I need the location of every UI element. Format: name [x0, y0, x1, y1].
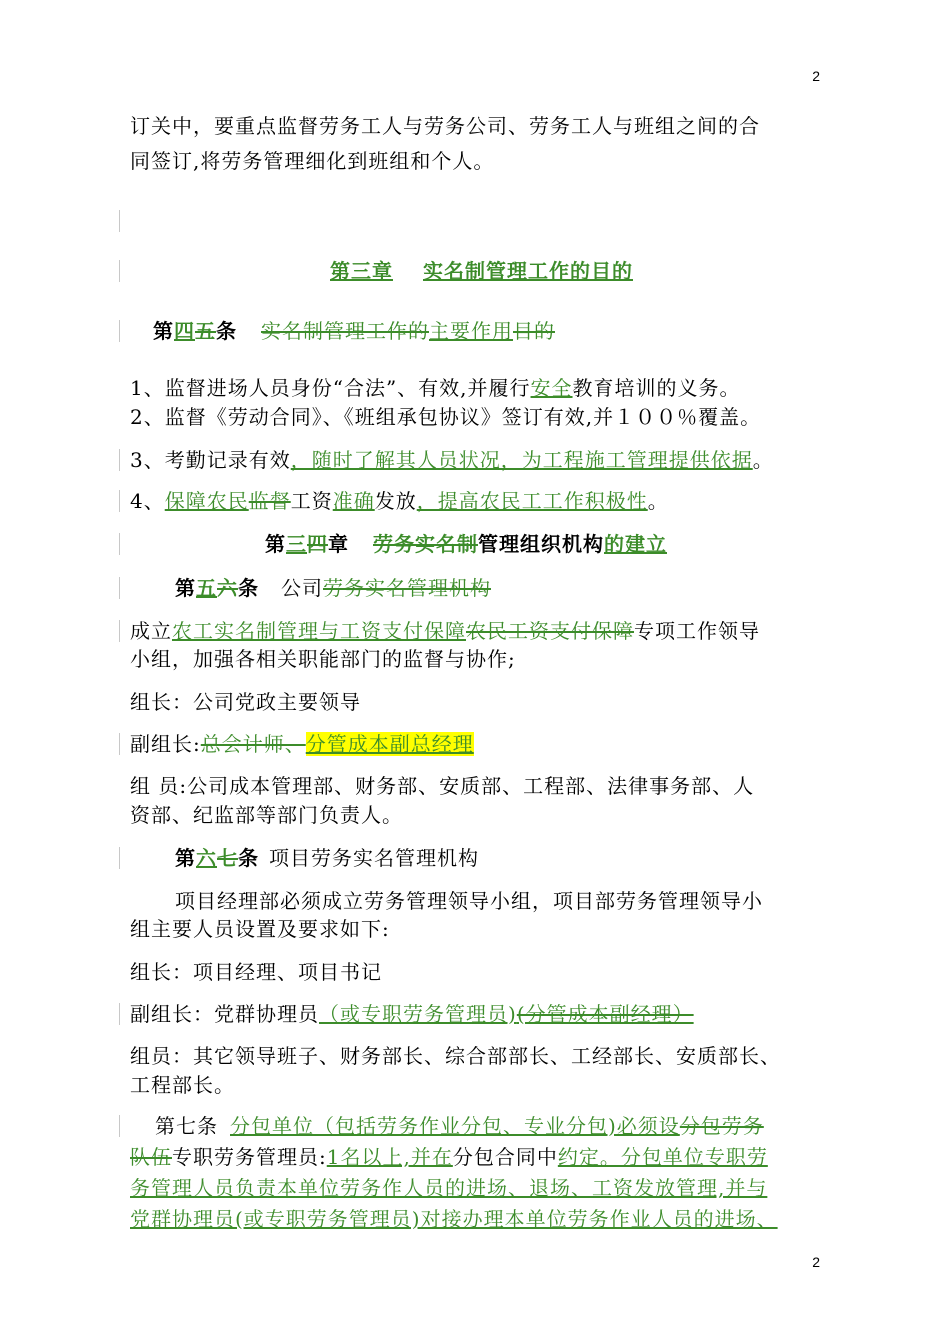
inserted-text: 农工实名制管理与工资支付保障 — [172, 619, 466, 643]
deleted-text: (分管成本副经理） — [516, 1002, 694, 1026]
text: 项目劳务实名管理机构 — [269, 846, 479, 870]
deleted-text: 六 — [217, 576, 238, 600]
text: 1、监督进场人员身份“合法”、有效,并履行 — [130, 376, 531, 400]
change-bar — [119, 1003, 120, 1025]
inserted-text: 约定。分包单位专职劳 — [557, 1145, 768, 1169]
article-heading — [175, 574, 491, 602]
inserted-text: ，提高农民工工作积极性 — [416, 489, 648, 513]
inserted-text: 1名以上,并在 — [326, 1145, 453, 1169]
list-item — [130, 487, 669, 515]
text: 订关中，要重点监督劳务工人与劳务公司、劳务工人与班组之间的合 — [130, 114, 760, 138]
paragraph-line — [130, 1174, 767, 1202]
paragraph-line — [130, 1205, 778, 1233]
text: 第七条 — [155, 1114, 218, 1138]
text: 条 — [238, 576, 259, 600]
text: 第 — [265, 532, 286, 556]
article-heading — [153, 317, 555, 345]
deleted-text: 四 — [307, 532, 328, 556]
paragraph-line — [130, 801, 403, 829]
list-item — [130, 403, 761, 431]
inserted-text: 的建立 — [604, 532, 667, 556]
text: 分包合同中 — [452, 1145, 558, 1169]
change-bar — [119, 210, 120, 232]
page-number-top: 2 — [812, 68, 820, 84]
inserted-text: 安全 — [530, 376, 573, 400]
text: 组长：公司党政主要领导 — [130, 690, 361, 714]
text: 同签订,将劳务管理细化到班组和个人。 — [130, 149, 495, 173]
paragraph-line — [130, 147, 494, 175]
text: 发放 — [374, 489, 417, 513]
inserted-text: 党群协理员(或专职劳务管理员)对接办理本单位劳务作业人员的进场、 — [130, 1207, 778, 1231]
inserted-text: 分包单位（包括劳务作业分包、专业分包)必须设 — [230, 1114, 680, 1138]
inserted-text: 准确 — [332, 489, 375, 513]
paragraph-line — [130, 112, 760, 140]
inserted-text: 六 — [196, 846, 217, 870]
paragraph-line — [130, 958, 382, 986]
text: 第 — [175, 576, 196, 600]
change-bar — [119, 577, 120, 599]
text: 第 — [153, 319, 174, 343]
change-bar — [119, 733, 120, 755]
text: 条 — [216, 319, 237, 343]
paragraph-line — [130, 617, 760, 645]
deleted-text: 目的 — [513, 319, 555, 343]
text: 组长：项目经理、项目书记 — [130, 960, 382, 984]
deleted-text: 劳务实名管理机构 — [323, 576, 491, 600]
text: 副组长：党群协理员 — [130, 1002, 319, 1026]
deleted-text: 分包劳务 — [679, 1114, 764, 1138]
deleted-text: 七 — [217, 846, 238, 870]
inserted-text: （或专职劳务管理员) — [319, 1002, 517, 1026]
text: 4、 — [130, 489, 165, 513]
text: 组员：其它领导班子、财务部长、综合部部长、工经部长、安质部长、 — [130, 1044, 781, 1068]
text: 条 — [238, 846, 259, 870]
paragraph-line — [130, 1000, 694, 1028]
chapter-heading — [265, 530, 667, 558]
change-bar — [119, 847, 120, 869]
text: 副组长: — [130, 732, 201, 756]
deleted-text: 劳务实名制 — [373, 532, 478, 556]
text: 专职劳务管理员: — [172, 1145, 327, 1169]
article-paragraph — [155, 1112, 764, 1140]
page-number-bottom: 2 — [812, 1254, 820, 1270]
paragraph-line — [130, 772, 754, 800]
text: 资部、纪监部等部门负责人。 — [130, 803, 403, 827]
text: 教育培训的义务。 — [572, 376, 741, 400]
change-bar — [119, 1115, 120, 1137]
text: 组 员:公司成本管理部、财务部、安质部、工程部、法律事务部、人 — [130, 774, 755, 798]
paragraph-line — [130, 915, 390, 943]
text: 项目经理部必须成立劳务管理领导小组，项目部劳务管理领导小 — [175, 889, 763, 913]
inserted-text: 务管理人员负责本单位劳务作人员的进场、退场、工资发放管理,并与 — [130, 1176, 768, 1200]
inserted-text: ，随时了解其人员状况，为工程施工管理提供依据 — [290, 448, 753, 472]
change-bar — [119, 490, 120, 512]
inserted-text: 五 — [196, 576, 217, 600]
deleted-text: 五 — [195, 319, 216, 343]
text: 工资 — [290, 489, 333, 513]
deleted-text: 总会计师、 — [200, 732, 306, 756]
text: 公司 — [281, 576, 323, 600]
paragraph-line — [130, 1143, 768, 1171]
paragraph-line — [130, 1042, 781, 1070]
deleted-text: 队伍 — [130, 1145, 172, 1169]
chapter-heading — [330, 257, 633, 285]
inserted-text: 主要作用 — [429, 319, 513, 343]
text: 管理组织机构 — [478, 532, 604, 556]
change-bar — [119, 320, 120, 342]
change-bar — [119, 449, 120, 471]
inserted-text: 实名制管理工作的目的 — [423, 259, 633, 283]
deleted-text: 监督 — [248, 489, 291, 513]
text: 3、考勤记录有效 — [130, 448, 291, 472]
inserted-text: 保障农民 — [164, 489, 249, 513]
change-bar — [119, 260, 120, 282]
text: 专项工作领导 — [634, 619, 760, 643]
inserted-text: 四 — [174, 319, 195, 343]
paragraph-line — [130, 730, 474, 758]
text: 工程部长。 — [130, 1073, 235, 1097]
text: 。 — [752, 448, 774, 472]
list-item — [130, 374, 741, 402]
inserted-text: 三 — [286, 532, 307, 556]
paragraph-line — [130, 688, 361, 716]
article-heading — [175, 844, 479, 872]
paragraph-line — [130, 645, 516, 673]
paragraph-line — [175, 887, 763, 915]
inserted-text: 第三章 — [330, 259, 393, 283]
text: 第 — [175, 846, 196, 870]
deleted-text: 农民工资支付保障 — [466, 619, 634, 643]
text: 组主要人员设置及要求如下: — [130, 917, 390, 941]
deleted-text: 实名制管理工作的 — [261, 319, 429, 343]
paragraph-line — [130, 1071, 235, 1099]
text: 小组，加强各相关职能部门的监督与协作; — [130, 647, 516, 671]
text: 成立 — [130, 619, 172, 643]
text: 。 — [647, 489, 669, 513]
inserted-highlighted-text: 分管成本副总经理 — [305, 732, 474, 756]
text: 2、监督《劳动合同》、《班组承包协议》签订有效,并１００％覆盖。 — [130, 405, 762, 429]
list-item — [130, 446, 774, 474]
text: 章 — [328, 532, 349, 556]
change-bar — [119, 533, 120, 555]
change-bar — [119, 620, 120, 642]
